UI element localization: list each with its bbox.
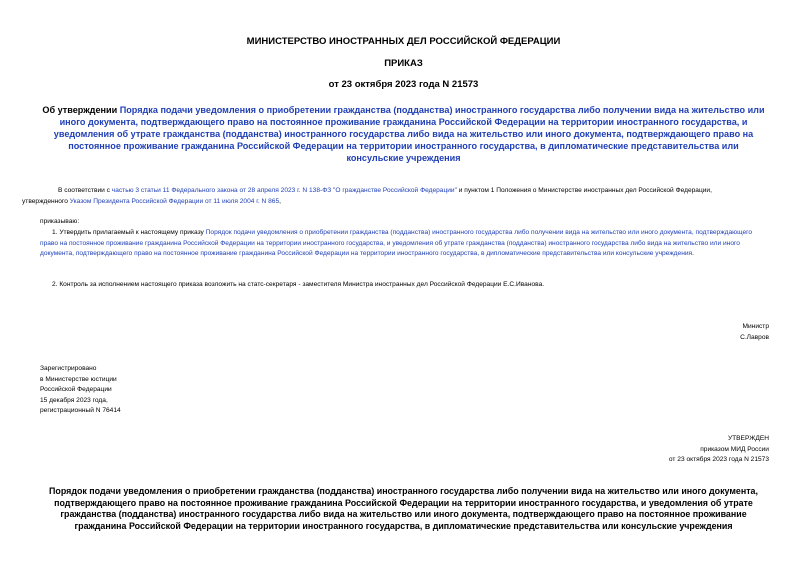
presidential-decree-link[interactable]: Указом Президента Российской Федерации от 11 июля 2004 г. N 865 xyxy=(69,197,280,205)
item1-prefix: 1. Утвердить прилагаемый к настоящему приказу xyxy=(52,229,206,236)
procedure-link[interactable]: Порядка подачи уведомления о приобретении гражданства (подданства) иностранного государства либо получении вида на жительство или иного документа, подтверждающего право на постоянное проживание гражданина Российской Федерации на территории иностранного государства, и уведомления об утрате гражданства (подданства) иностранного государства либо вида на жительство или иного документа, подтверждающего право на постоянное проживание гражданина Российской Федерации на территории иностранного государства, в дипломатические представительства или консульские учреждения xyxy=(53,105,765,163)
order-date-number: от 23 октября 2023 года N 21573 xyxy=(328,79,479,90)
registration-line: регистрационный N 76414 xyxy=(40,407,121,415)
ministry-heading: МИНИСТЕРСТВО ИНОСТРАННЫХ ДЕЛ РОССИЙСКОЙ ФЕДЕРАЦИИ xyxy=(246,36,561,47)
approved-line: УТВЕРЖДЕН xyxy=(727,435,769,442)
orders-label: приказываю: xyxy=(40,218,80,225)
order-item-2: 2. Контроль за исполнением настоящего приказа возложить на статс-секретаря - заместителя Министра иностранных дел Российской Федерации Е.С.Иванова. xyxy=(52,281,545,288)
title-prefix: Об утверждении xyxy=(42,105,120,115)
preamble-text-2: и пунктом 1 Положения о Министерстве иностранных дел Российской Федерации, xyxy=(456,187,712,194)
signature-position: Министр xyxy=(742,323,769,330)
signature-name: С.Лавров xyxy=(740,334,769,341)
registration-line: 15 декабря 2023 года, xyxy=(40,396,108,404)
order-title xyxy=(40,105,767,165)
preamble-text-1: В соответствии с xyxy=(58,187,112,194)
preamble-text-4: , xyxy=(279,197,281,205)
registration-line: Зарегистрировано xyxy=(40,365,97,372)
order-item-1 xyxy=(40,228,770,260)
procedure-title: Порядок подачи уведомления о приобретении гражданства (подданства) иностранного государства либо получении вида на жительство или иного документа, подтверждающего право на постоянное проживание гражданина Российской Федерации на территории иностранного государства, и уведомления об утрате гражданства (подданства) иностранного государства либо вида на жительство или иного документа, подтверждающего право на постоянное проживание гражданина Российской Федерации на территории иностранного государства, в дипломатические представительства или консульские учреждения xyxy=(49,486,758,531)
registration-line: в Министерстве юстиции xyxy=(40,375,117,383)
federal-law-link[interactable]: частью 3 статьи 11 Федерального закона от 28 апреля 2023 г. N 138-ФЗ "О гражданстве Российской Федерации" xyxy=(111,187,457,194)
preamble xyxy=(22,186,770,207)
approved-line: приказом МИД России xyxy=(700,445,769,453)
item1-suffix: . xyxy=(692,250,694,258)
preamble-text-3: утвержденного xyxy=(22,197,70,205)
approved-line: от 23 октября 2023 года N 21573 xyxy=(668,456,769,464)
doc-type-heading: ПРИКАЗ xyxy=(384,58,423,69)
registration-block xyxy=(40,364,121,417)
registration-line: Российской Федерации xyxy=(40,386,112,394)
approved-block xyxy=(669,434,769,466)
approved-procedure-link[interactable]: Порядок подачи уведомления о приобретении гражданства (подданства) иностранного государства либо получении вида на жительство или иного документа, подтверждающего право на постоянное проживание гражданина Российской Федерации на территории иностранного государства, и уведомления об утрате гражданства (подданства) иностранного государства либо вида на жительство или иного документа, подтверждающего право на постоянное проживание гражданина Российской Федерации на территории иностранного государства, в дипломатические представительства или консульские учреждения xyxy=(40,229,753,258)
